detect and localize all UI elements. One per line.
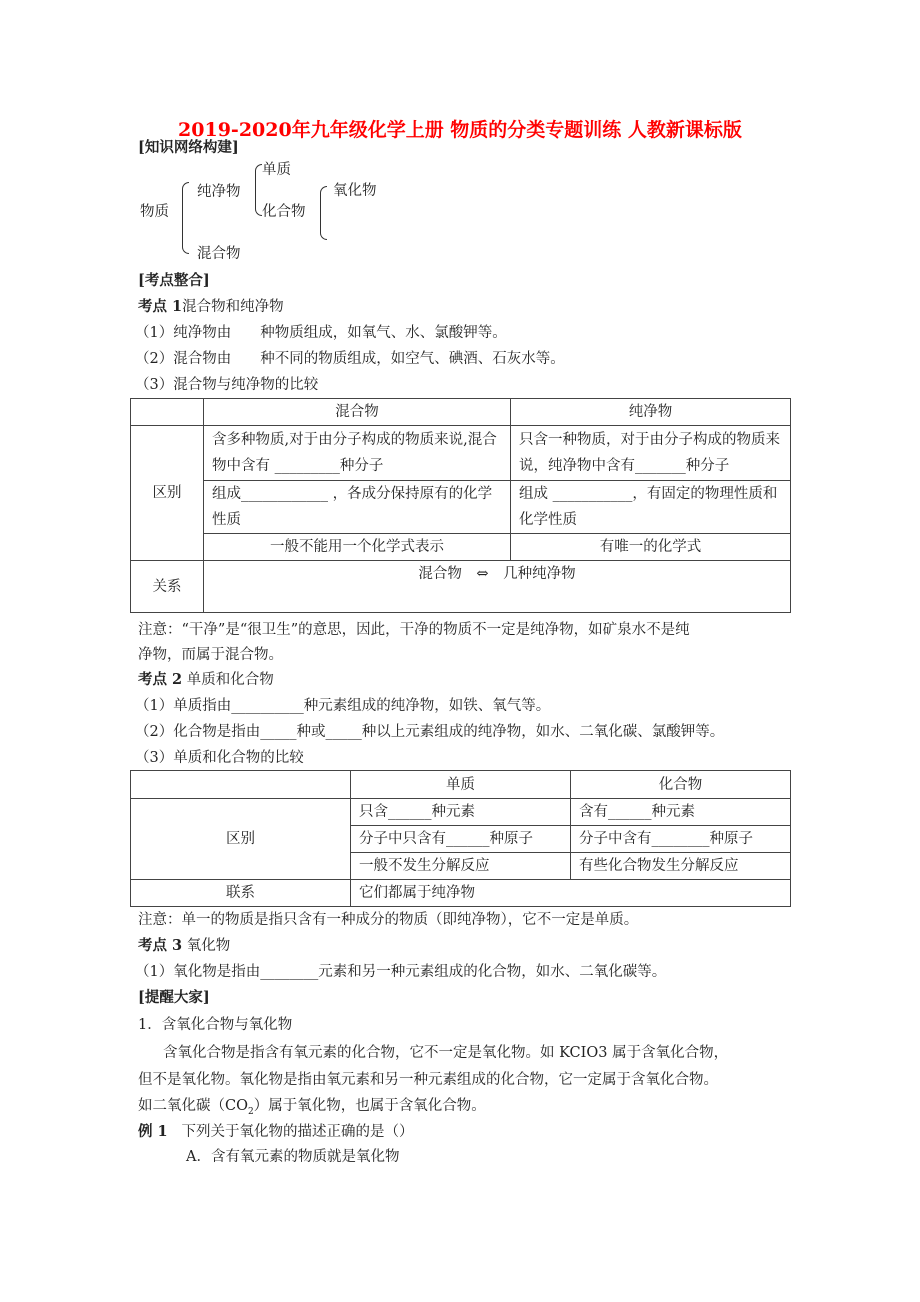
row-label: 联系 bbox=[131, 880, 351, 907]
brace-icon bbox=[255, 164, 262, 216]
table-cell: 有些化合物发生分解反应 bbox=[571, 853, 791, 880]
note: 净物，而属于混合物。 bbox=[138, 647, 283, 663]
table-cell: 分子中只含有______种原子 bbox=[351, 826, 571, 853]
table-cell: 含有______种元素 bbox=[571, 799, 791, 826]
paragraph: （3）单质和化合物的比较 bbox=[135, 750, 304, 766]
tree-root: 物质 bbox=[140, 204, 169, 220]
table-cell: 组成____________ ，各成分保持原有的化学性质 bbox=[204, 481, 511, 534]
kaodian-title: 混合物和纯净物 bbox=[182, 299, 284, 315]
table-cell: 只含______种元素 bbox=[351, 799, 571, 826]
paragraph: （1）纯净物由 种物质组成，如氧气、水、氯酸钾等。 bbox=[135, 325, 507, 341]
note: 注意：“干净”是“很卫生”的意思，因此，干净的物质不一定是纯净物，如矿泉水不是纯 bbox=[138, 622, 690, 638]
row-label: 区别 bbox=[131, 799, 351, 880]
paragraph: （1）单质指由__________种元素组成的纯净物，如铁、氧气等。 bbox=[135, 698, 551, 714]
brace-icon bbox=[182, 182, 189, 254]
table-cell: 含多种物质,对于由分子构成的物质来说,混合物中含有 _________种分子 bbox=[204, 426, 511, 481]
table-cell: 一般不能用一个化学式表示 bbox=[204, 534, 511, 561]
comparison-table-2 bbox=[130, 770, 791, 907]
table-cell: 一般不发生分解反应 bbox=[351, 853, 571, 880]
kaodian-label: 考点 2 bbox=[138, 671, 183, 688]
table-cell: 混合物 ⇔ 几种纯净物 bbox=[204, 561, 791, 613]
note: 注意：单一的物质是指只含有一种成分的物质（即纯净物），它不一定是单质。 bbox=[138, 912, 639, 928]
row-label: 区别 bbox=[131, 426, 204, 561]
tree-node: 纯净物 bbox=[197, 184, 241, 200]
text: 如二氧化碳（CO bbox=[138, 1098, 248, 1114]
example-label: 例 1 bbox=[138, 1123, 168, 1140]
section-heading: [知识网络构建] bbox=[138, 139, 239, 156]
paragraph bbox=[138, 1096, 486, 1122]
comparison-table-1 bbox=[130, 398, 791, 613]
tree-node: 混合物 bbox=[197, 246, 241, 262]
table-header: 单质 bbox=[351, 771, 571, 799]
tree-node: 单质 bbox=[262, 162, 291, 178]
table-header: 纯净物 bbox=[511, 399, 791, 426]
example-question: 下列关于氧化物的描述正确的是（） bbox=[181, 1124, 414, 1140]
paragraph: （2）化合物是指由_____种或_____种以上元素组成的纯净物，如水、二氧化碳、氯酸钾等。 bbox=[135, 724, 725, 740]
brace-icon bbox=[320, 186, 327, 240]
kaodian-label: 考点 1 bbox=[138, 298, 183, 315]
document-title: 2019-2020年九年级化学上册 物质的分类专题训练 人教新课标版 bbox=[178, 119, 742, 141]
table-cell: 它们都属于纯净物 bbox=[351, 880, 791, 907]
kaodian-label: 考点 3 bbox=[138, 937, 183, 954]
tree-node: 氧化物 bbox=[333, 183, 377, 199]
kaodian-title: 单质和化合物 bbox=[186, 672, 274, 688]
paragraph: 含氧化合物是指含有氧元素的化合物，它不一定是氧化物。如 KCIO3 属于含氧化合物， bbox=[163, 1045, 729, 1061]
paragraph: （2）混合物由 种不同的物质组成，如空气、碘酒、石灰水等。 bbox=[135, 351, 565, 367]
section-heading: [考点整合] bbox=[138, 272, 210, 289]
subheading: 1．含氧化合物与氧化物 bbox=[138, 1017, 293, 1033]
tree-node: 化合物 bbox=[262, 204, 306, 220]
paragraph: 但不是氧化物。氧化物是指由氧元素和另一种元素组成的化合物，它一定属于含氧化合物。 bbox=[138, 1072, 718, 1088]
paragraph: （1）氧化物是指由________元素和另一种元素组成的化合物，如水、二氧化碳等。 bbox=[135, 964, 667, 980]
row-label: 关系 bbox=[131, 561, 204, 613]
table-cell: 分子中含有________种原子 bbox=[571, 826, 791, 853]
text: ）属于氧化物，也属于含氧化合物。 bbox=[253, 1098, 486, 1114]
example-option: A．含有氧元素的物质就是氧化物 bbox=[186, 1149, 400, 1165]
subscript: 2 bbox=[247, 1106, 254, 1117]
table-header: 化合物 bbox=[571, 771, 791, 799]
kaodian-title: 氧化物 bbox=[186, 938, 231, 954]
section-heading: [提醒大家] bbox=[138, 989, 210, 1006]
table-cell: 有唯一的化学式 bbox=[511, 534, 791, 561]
table-cell: 组成 ___________，有固定的物理性质和化学性质 bbox=[511, 481, 791, 534]
table-cell: 只含一种物质，对于由分子构成的物质来说，纯净物中含有_______种分子 bbox=[511, 426, 791, 481]
paragraph: （3）混合物与纯净物的比较 bbox=[135, 377, 319, 393]
table-header: 混合物 bbox=[204, 399, 511, 426]
